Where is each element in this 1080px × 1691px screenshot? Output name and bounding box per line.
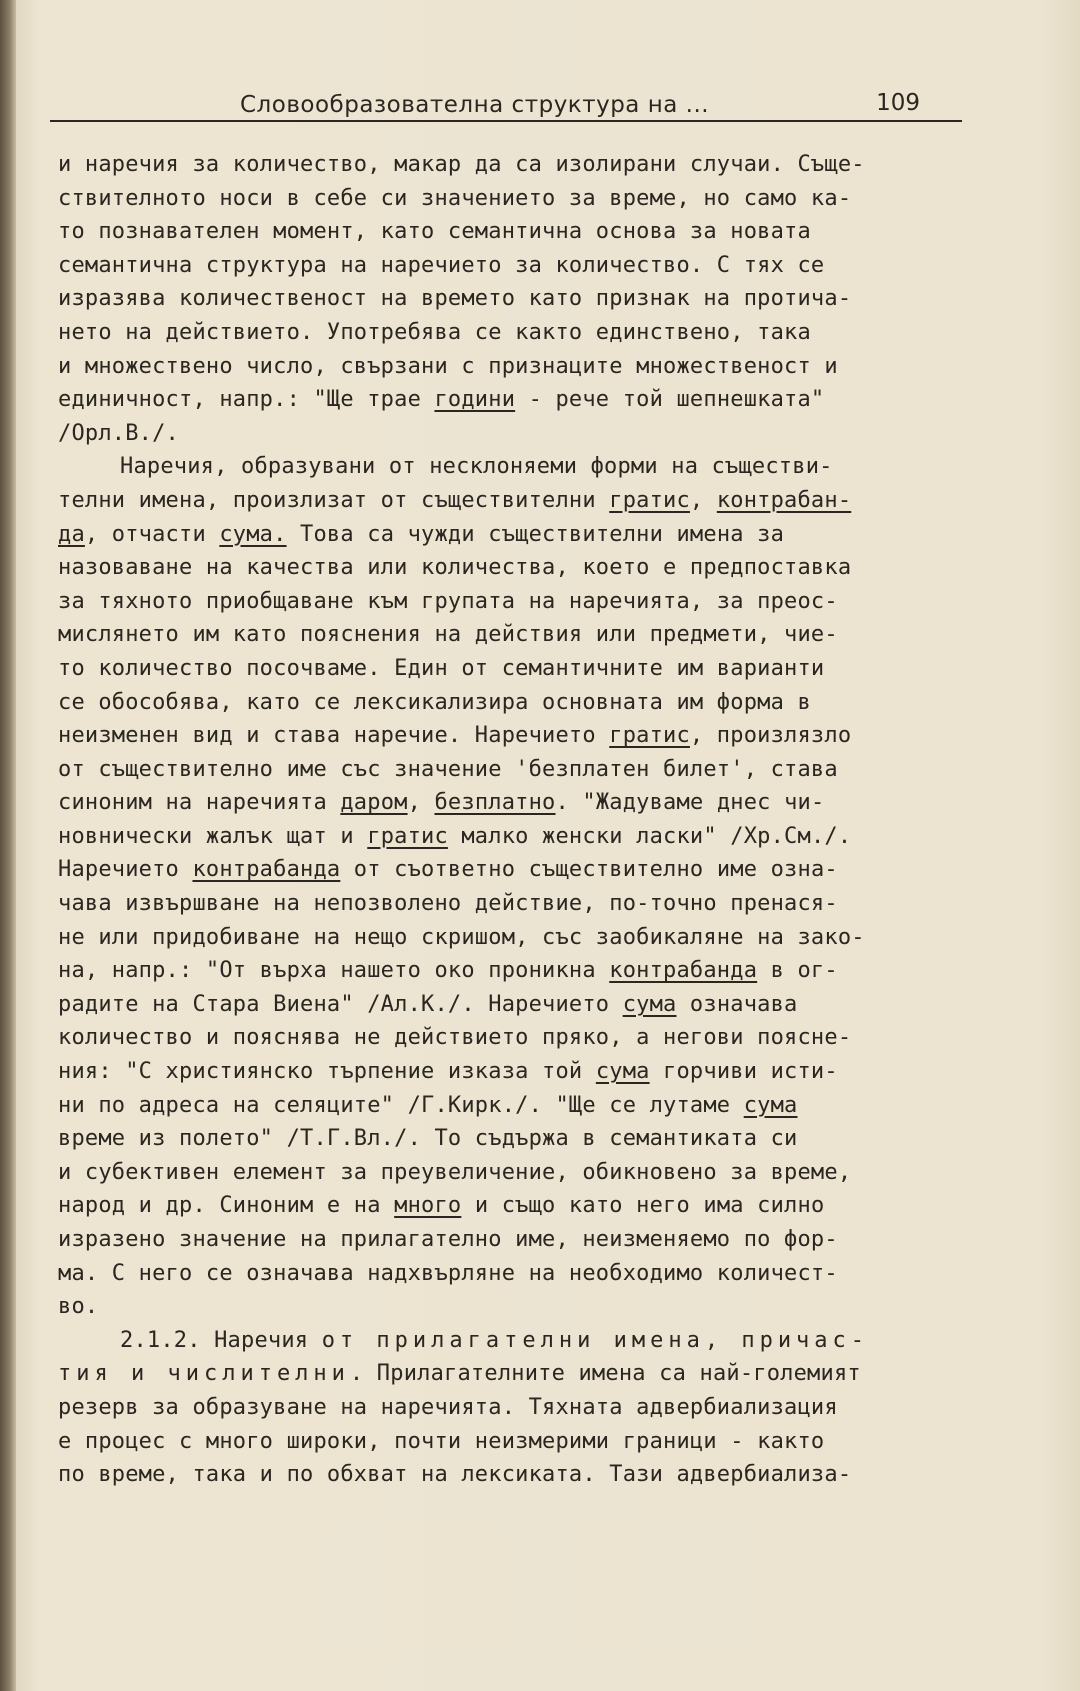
underlined-term: да [58,521,85,547]
text-segment: назоваване на качества или количества, което е предпоставка [58,555,852,581]
text-line [58,350,1008,384]
text-line [58,417,1008,451]
text-line [58,1223,1008,1257]
book-spine-shadow [0,0,16,1691]
text-line [58,1257,1008,1291]
text-line [58,1357,1008,1391]
text-segment: за тяхното приобщаване към групата на наречията, за преос- [58,588,838,614]
text-segment: на, напр.: "От върха нашето око проникна [58,958,610,984]
spaced-heading-text: тия и числителни [58,1361,350,1387]
text-segment: в ог- [757,958,838,984]
text-segment: , произлязло [689,723,852,749]
text-segment: Наречието [58,857,193,883]
page-number: 109 [876,90,920,116]
text-line [58,652,1008,686]
underlined-term: даром [340,790,408,816]
text-line [58,484,1008,518]
text-line [58,182,1008,216]
text-line [58,1324,1008,1358]
text-segment: се обособява, като се лексикализира основната им форма в [58,689,811,715]
underlined-term: сума. [219,521,287,547]
text-segment: новнически жалък щат и [58,823,368,849]
text-segment: ствителното носи в себе си значението за време, но само ка- [58,185,852,211]
text-line [58,1189,1008,1223]
text-segment: изразява количественост на времето като признак на протича- [58,286,852,312]
text-segment: то познавателен момент, като семантична основа за новата [58,219,811,245]
text-line [58,887,1008,921]
text-segment: - рече той шепнешката" [515,387,825,413]
text-line [58,148,1008,182]
text-line [58,1021,1008,1055]
text-segment: /Орл.В./. [58,420,180,446]
text-line [58,1122,1008,1156]
underlined-term: гратис [609,487,690,513]
text-segment: и също като него има силно [461,1193,825,1219]
text-line [58,551,1008,585]
underlined-term: контрабан- [716,487,852,513]
underlined-term: безплатно [434,790,556,816]
text-segment: телни имена, произлизат от съществителни [58,487,610,513]
text-segment: ни по адреса на селяците" /Г.Кирк./. "Ще се лутаме [58,1092,744,1118]
text-line [58,282,1008,316]
text-segment: , [689,487,717,513]
running-header [50,84,962,122]
text-segment: . Прилагателните имена са най-големият [349,1361,861,1387]
text-segment: горчиви исти- [649,1059,838,1085]
text-line [58,719,1008,753]
underlined-term: контрабанда [609,958,758,984]
underlined-term: гратис [609,723,690,749]
text-segment: и множествено число, свързани с признаците множественост и [58,353,838,379]
text-segment: радите на Стара Виена" /Ал.К./. Наречието [58,991,623,1017]
text-segment: изразено значение на прилагателно име, неизменяемо по фор- [58,1227,838,1252]
text-line [58,1425,1008,1459]
text-segment: , [407,790,435,816]
text-line [58,1055,1008,1089]
text-segment: по време, така и по обхват на лексиката. Тази адвербиализа- [58,1462,852,1488]
text-line [58,786,1008,820]
text-segment: и наречия за количество, макар да са изолирани случаи. Съще- [58,152,865,177]
text-segment: семантична структура на наречието за количество. С тях се [58,252,825,278]
text-segment: ма. С него се означава надхвърляне на необходимо количест- [58,1260,838,1286]
text-segment: , отчасти [84,521,220,547]
underlined-term: контрабанда [192,857,341,883]
text-segment: народ и др. Синоним е на [58,1193,395,1219]
text-segment: Това са чужди съществителни имена за [286,521,785,547]
text-line [58,820,1008,854]
text-segment: неизменен вид и става наречие. Наречието [58,723,610,749]
text-line [58,988,1008,1022]
text-line [58,1391,1008,1425]
text-line [58,1458,1008,1492]
text-segment: от съответно съществително име озна- [340,857,838,883]
text-line [58,249,1008,283]
text-segment: време из полето" /Т.Г.Вл./. То съдържа в семантиката си [58,1126,798,1152]
text-segment: единичност, напр.: "Ще трае [58,387,435,413]
running-title: Словообразователна структура на ... [240,92,710,118]
text-line [58,853,1008,887]
text-segment: ния: "С християнско търпение изказа той [58,1059,596,1085]
text-segment: от съществително име със значение 'безплатен билет', става [58,756,838,782]
underlined-term: сума [622,991,677,1017]
text-line [58,1156,1008,1190]
text-line [58,585,1008,619]
text-segment: и субективен елемент за преувеличение, обикновено за време, [58,1159,852,1185]
text-segment: малко женски ласки" /Хр.См./. [447,823,852,849]
text-line [58,618,1008,652]
underlined-term: много [394,1193,462,1219]
text-line [58,215,1008,249]
underlined-term: сума [743,1092,798,1118]
text-line [58,686,1008,720]
text-segment: мислянето им като пояснения на действия или предмети, чие- [58,622,838,648]
text-segment: означава [676,991,798,1017]
text-segment: количество и пояснява не действието пряко, а негови поясне- [58,1025,852,1051]
text-line [58,316,1008,350]
text-segment: чава извършване на непозволено действие, по-точно пренася- [58,891,838,917]
text-segment: синоним на наречията [58,790,341,816]
underlined-term: години [434,387,516,413]
text-line [58,450,1008,484]
body-text [58,148,1008,1492]
text-segment: 2.1.2. Наречия [120,1327,322,1353]
text-line [58,1089,1008,1123]
spaced-heading-text: от прилагателни имена, причас- [321,1327,870,1353]
text-line [58,1290,1008,1324]
underlined-term: сума [595,1059,650,1085]
text-line [58,954,1008,988]
text-segment: то количество посочваме. Един от семантичните им варианти [58,655,825,681]
underlined-term: гратис [367,823,448,849]
text-line [58,518,1008,552]
text-segment: Наречия, образувани от несклоняеми форми на съществи- [120,454,833,480]
text-segment: во. [58,1294,99,1320]
text-segment: е процес с много широки, почти неизмерими граници - както [58,1428,825,1454]
text-line [58,383,1008,417]
text-segment: не или придобиване на нещо скришом, със заобикаляне на зако- [58,924,865,950]
text-line [58,921,1008,955]
text-segment: резерв за образуване на наречията. Тяхната адвербиализация [58,1394,838,1420]
text-segment: нето на действието. Употребява се както единствено, така [58,319,811,345]
text-line [58,753,1008,787]
text-segment: . "Жадуваме днес чи- [555,790,825,816]
